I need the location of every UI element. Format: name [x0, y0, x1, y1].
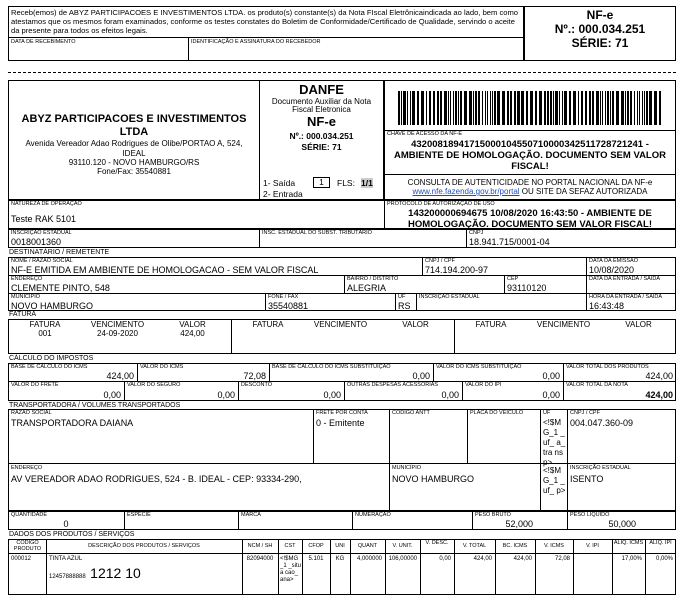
tax-value: 0,00 [103, 390, 121, 400]
divider [124, 511, 125, 530]
consult-text: CONSULTA DE AUTENTICIDADE NO PORTAL NACIONAL DA NF-e [407, 178, 653, 187]
barcode-bar [521, 91, 524, 125]
issuer-city: 93110.120 - NOVO HAMBURGO/RS [68, 158, 200, 167]
barcode-bar [517, 91, 520, 125]
barcode-bar [421, 91, 424, 125]
products-header: ALIQ. IPI [649, 540, 672, 546]
product-desc-small: 12457888888 [49, 574, 86, 580]
ie-value: 0018001360 [11, 237, 62, 247]
tax-label: BASE DE CÁLCULO DO ICMS SUBSTITUIÇÃO [272, 364, 391, 370]
divider [422, 257, 423, 275]
barcode-bar [490, 91, 491, 125]
recipient-phone-label: FONE / FAX [268, 294, 299, 300]
barcode-bar [444, 91, 447, 125]
carrier-cnpj: 004.047.360-09 [570, 418, 634, 428]
barcode-bar [417, 91, 419, 125]
ie-label: INSCRIÇÃO ESTADUAL [11, 230, 72, 236]
barcode-bar [649, 91, 652, 125]
divider [420, 539, 421, 595]
barcode-bar [469, 91, 472, 125]
carrier-address: AV VEREADOR ADAO RODRIGUES, 524 - B. IDEAL - CEP: 93334-290, [11, 474, 302, 484]
barcode-bar [450, 91, 451, 125]
barcode-bar [507, 91, 509, 125]
product-desc: TINTA AZUL [49, 556, 83, 562]
tax-value: 424,00 [645, 371, 673, 381]
barcode-bar [497, 91, 500, 125]
divider [8, 37, 524, 38]
products-header: CFOP [308, 543, 324, 549]
net-weight-label: PESO LÍQUIDO [570, 512, 610, 518]
protocol-label: PROTOCOLO DE AUTORIZAÇÃO DE USO [387, 201, 495, 207]
barcode-bar [437, 91, 439, 125]
carrier-uf-value: <!$M G_1 _uf_ a_tra nsp> [543, 418, 566, 467]
barcode-bar [602, 91, 603, 125]
barcode-bar [464, 91, 467, 125]
products-header: NCM / SH [247, 543, 273, 549]
recipient-cnpj: 714.194.200-97 [425, 265, 489, 275]
products-header: V. DESC. [425, 540, 449, 546]
barcode-bar [612, 91, 614, 125]
numbering-label: NUMERAÇÃO [355, 512, 391, 518]
divider [586, 257, 587, 311]
recipient-cnpj-label: CNPJ / CPF [425, 258, 455, 264]
barcode-bar [630, 91, 632, 125]
brand-label: MARCA [241, 512, 261, 518]
tax-label: DESCONTO [241, 382, 273, 388]
ie-sub-label: INSC. ESTADUAL DO SUBST. TRIBUTÁRIO [262, 230, 372, 236]
barcode-bar [553, 91, 554, 125]
barcode [398, 91, 663, 125]
recipient-uf: RS [398, 301, 411, 311]
freight-value: 0 - Emitente [316, 418, 365, 428]
homolog-warning: AMBIENTE DE HOMOLOGAÇÃO. DOCUMENTO SEM VALOR FISCAL! [394, 150, 666, 172]
access-key-label: CHAVE DE ACESSO DA NF-E [387, 131, 463, 137]
invoice-col-venc: VENCIMENTO [90, 320, 145, 329]
danfe-nfe: NF-e [307, 114, 336, 129]
danfe-title: DANFE [299, 82, 344, 97]
divider [188, 37, 189, 61]
cnpj-label: CNPJ [469, 230, 484, 236]
cut-line [8, 72, 676, 73]
divider [389, 409, 390, 511]
receipt-nfe-title: NF-e [586, 8, 614, 22]
barcode-bar [401, 91, 402, 125]
divider [269, 363, 270, 381]
divider [462, 381, 463, 401]
divider [352, 511, 353, 530]
barcode-bar [573, 91, 576, 125]
barcode-bar [539, 91, 542, 125]
plate-label: PLACA DO VEÍCULO [470, 410, 524, 416]
taxes-section-title: CÁLCULO DO IMPOSTOS [9, 355, 94, 362]
tax-value: 424,00 [106, 371, 134, 381]
barcode-bar [589, 91, 591, 125]
products-header: QUANT [357, 543, 378, 549]
divider [645, 539, 646, 595]
tax-label: VALOR DO FRETE [11, 382, 59, 388]
barcode-bar [607, 91, 609, 125]
carrier-name: TRANSPORTADORA DAIANA [11, 418, 134, 428]
hour-value: 16:43:48 [589, 301, 625, 311]
product-aliq-ipi: 0,00% [655, 556, 673, 562]
invoice-fatura: 001 [38, 329, 52, 338]
barcode-bar [429, 91, 431, 125]
carrier-name-label: RAZÃO SOCIAL [11, 410, 52, 416]
divider [231, 319, 232, 354]
recipient-cep: 93110120 [507, 283, 547, 293]
barcode-bar [475, 91, 477, 125]
products-header: V. IPI [586, 543, 599, 549]
product-desc-big: 1212 10 [90, 565, 141, 581]
tax-value: 0,00 [441, 390, 459, 400]
barcode-bar [659, 91, 661, 125]
divider [454, 319, 455, 354]
barcode-bar [564, 91, 567, 125]
invoice-col-venc: VENCIMENTO [536, 320, 591, 329]
carrier-cnpj-label: CNPJ / CPF [570, 410, 600, 416]
recipient-city: NOVO HAMBURGO [11, 301, 94, 311]
barcode-bar [621, 91, 624, 125]
barcode-bar [448, 91, 449, 125]
barcode-bar [637, 91, 638, 125]
gross-weight: 52,000 [505, 519, 533, 529]
product-aliq-icms: 17,00% [621, 556, 642, 562]
danfe-type-box: 1 [313, 177, 330, 188]
barcode-bar [585, 91, 587, 125]
recipient-section-title: DESTINATÁRIO / REMETENTE [9, 249, 110, 256]
product-quant: 4,000000 [356, 556, 382, 562]
divider [395, 293, 396, 311]
barcode-bar [639, 91, 640, 125]
barcode-bar [502, 91, 505, 125]
barcode-bar [596, 91, 599, 125]
products-header: CST [284, 543, 296, 549]
product-uni: KG [335, 556, 345, 562]
divider [137, 363, 138, 381]
divider [416, 293, 417, 311]
issuer-name-2: LTDA [119, 126, 149, 138]
tax-value: 0,00 [217, 390, 235, 400]
products-header: V. TOTAL [462, 543, 487, 549]
nature-label: NATUREZA DE OPERAÇÃO [11, 201, 82, 207]
danfe-saida: 1- Saída [263, 178, 296, 188]
barcode-bar [642, 91, 643, 125]
products-header: V. UNIT. [392, 543, 413, 549]
issuer-name: ABYZ PARTICIPACOES E INVESTIMENTOS [21, 113, 247, 125]
receipt-date-label: DATA DE RECEBIMENTO [11, 39, 76, 45]
danfe-fls-label: FLS: [337, 178, 355, 188]
divider [567, 511, 568, 530]
protocol-value-2: HOMOLOGAÇÃO. DOCUMENTO SEM VALOR FISCAL! [407, 219, 652, 230]
barcode-bar [487, 91, 488, 125]
gross-weight-label: PESO BRUTO [475, 512, 511, 518]
carrier-section-title: TRANSPORTADORA / VOLUMES TRANSPORTADOS [9, 402, 181, 409]
danfe-subtitle-2: Fiscal Eletronica [292, 105, 351, 114]
tax-label: VALOR DO ICMS [140, 364, 184, 370]
tax-label: VALOR DO SEGURO [127, 382, 181, 388]
barcode-bar [453, 91, 454, 125]
barcode-bar [550, 91, 552, 125]
danfe-subtitle: Documento Auxiliar da Nota [271, 97, 372, 106]
recipient-cep-label: CEP [507, 276, 519, 282]
barcode-bar [616, 91, 619, 125]
divider [344, 381, 345, 401]
issuer-address-2: IDEAL [122, 149, 146, 158]
barcode-bar [578, 91, 579, 125]
tax-label: VALOR TOTAL DOS PRODUTOS [566, 364, 649, 370]
barcode-bar [530, 91, 533, 125]
product-vtotal: 424,00 [473, 556, 492, 562]
danfe-series: SÉRIE: 71 [301, 142, 342, 152]
divider [313, 409, 314, 463]
divider [8, 275, 676, 276]
divider [540, 409, 541, 511]
tax-value: 0,00 [542, 371, 560, 381]
product-vicms: 72,08 [554, 556, 570, 562]
divider [612, 539, 613, 595]
divider [472, 511, 473, 530]
invoice-col-fatura: FATURA [252, 320, 284, 329]
emission-date: 10/08/2020 [589, 265, 635, 275]
invoice-col-fatura: FATURA [475, 320, 507, 329]
barcode-bar [494, 91, 496, 125]
protocol-value: 143200000694675 10/08/2020 16:43:50 - AMBIENTE DE [408, 208, 652, 219]
product-bcicms: 424,00 [513, 556, 532, 562]
invoice-col-valor: VALOR [179, 320, 206, 329]
invoice-col-fatura: FATURA [29, 320, 61, 329]
divider [8, 463, 676, 464]
recipient-ie-label: INSCRIÇÃO ESTADUAL [419, 294, 480, 300]
emission-date-label: DATA DA EMISSÃO [589, 258, 639, 264]
product-vunit: 106,00000 [388, 556, 417, 562]
products-header: DESCRIÇÃO DOS PRODUTOS / SERVIÇOS [88, 543, 200, 549]
barcode-bar [407, 91, 408, 125]
invoice-col-valor: VALOR [402, 320, 429, 329]
divider [8, 293, 676, 294]
receipt-sign-label: IDENTIFICAÇÃO E ASSINATURA DO RECEBEDOR [191, 39, 321, 45]
barcode-bar [562, 91, 563, 125]
invoice-vencimento: 24-09-2020 [97, 329, 138, 338]
divider [467, 409, 468, 463]
species-label: ESPÉCIE [127, 512, 151, 518]
products-header: CÓDIGO PRODUTO [13, 540, 42, 552]
barcode-bar [559, 91, 560, 125]
barcode-bar [547, 91, 549, 125]
barcode-bar [535, 91, 537, 125]
barcode-bar [600, 91, 601, 125]
access-key: 43200818941715000104550710000342511728721241 - [411, 139, 649, 150]
recipient-address-label: ENDEREÇO [11, 276, 43, 282]
divider [265, 293, 266, 311]
barcode-bar [654, 91, 657, 125]
barcode-bar [592, 91, 594, 125]
receipt-nfe-number: Nº.: 000.034.251 [554, 22, 646, 36]
invoice-total: 424,00 [645, 390, 673, 400]
product-code: 000012 [11, 556, 32, 562]
barcode-bar [526, 91, 528, 125]
product-cfop: 5.101 [308, 556, 324, 562]
products-header: UNI [335, 543, 345, 549]
carrier-city: NOVO HAMBURGO [392, 474, 475, 484]
divider [8, 553, 676, 554]
barcode-bar [458, 91, 459, 125]
receipt-text: Receb(emos) de ABYZ PARTICIPACOES E INVESTIMENTOS LTDA. os produto(s) constante(s) da Nota FIscal Eletrônicaindicada ao lado, bem como atestamos que os mesmos foram examinados, conforme os testes constates do Boletim de Conformidade/Certificado de Qualidade, servindo o aceite da presente para todos os efeitos legais. [11, 8, 519, 35]
danfe-entrada: 2- Entrada [263, 189, 303, 199]
tax-value: 0,00 [323, 390, 341, 400]
invoice-valor: 424,00 [180, 329, 205, 338]
carrier-city-label: MUNICÍPIO [392, 465, 422, 471]
barcode-bar [544, 91, 546, 125]
barcode-bar [473, 91, 474, 125]
tax-value: 0,00 [412, 371, 430, 381]
barcode-bar [482, 91, 483, 125]
divider [567, 409, 568, 511]
recipient-phone: 35540881 [268, 301, 309, 311]
tax-label: VALOR TOTAL DA NOTA [566, 382, 628, 388]
danfe-number: Nº.: 000.034.251 [289, 131, 354, 141]
barcode-bar [485, 91, 486, 125]
barcode-bar [610, 91, 611, 125]
tax-label: VALOR DO IPI [465, 382, 502, 388]
tax-label: VALOR DO ICMS SUBSTITUIÇÃO [436, 364, 522, 370]
recipient-name: NF-E EMITIDA EM AMBIENTE DE HOMOLOGACAO - SEM VALOR FISCAL [11, 265, 319, 275]
product-desc-2 [49, 565, 141, 583]
product-ncm: 82094000 [246, 556, 274, 562]
products-header: BC. ICMS [502, 543, 528, 549]
barcode-bar [433, 91, 435, 125]
nature-value: Teste RAK 5101 [11, 214, 77, 224]
products-header: V. ICMS [544, 543, 564, 549]
carrier-ie: ISENTO [570, 474, 604, 484]
barcode-bar [569, 91, 571, 125]
issuer-address: Avenida Vereador Adao Rodrigues de Olibe/PORTAO A, 524, [25, 139, 243, 148]
carrier-address-label: ENDEREÇO [11, 465, 43, 471]
barcode-bar [646, 91, 648, 125]
barcode-bar [492, 91, 493, 125]
invoice-section-title: FATURA [9, 311, 37, 318]
consult-suffix: OU SITE DA SEFAZ AUTORIZADA [519, 187, 648, 196]
divider [238, 511, 239, 530]
recipient-city-label: MUNICÍPIO [11, 294, 41, 300]
portal-link[interactable]: www.nfe.fazenda.gov.br/portal [412, 187, 520, 196]
antt-label: CÓDIGO ANTT [392, 410, 430, 416]
products-header: ALIQ. ICMS [613, 540, 644, 546]
product-cst: <!$MG_1 _situa cao_ ana> [280, 556, 302, 583]
receipt-nfe-series: SÉRIE: 71 [571, 36, 629, 50]
carrier-ie-label: INSCRIÇÃO ESTADUAL [570, 465, 631, 471]
barcode-bar [403, 91, 406, 125]
recipient-uf-label: UF [398, 294, 406, 300]
barcode-bar [555, 91, 558, 125]
qty-label: QUANTIDADE [11, 512, 48, 518]
divider [433, 363, 434, 381]
barcode-bar [478, 91, 480, 125]
tax-value: 0,00 [542, 390, 560, 400]
barcode-bar [426, 91, 427, 125]
barcode-bar [605, 91, 606, 125]
carrier-uf-label: UF [543, 410, 551, 416]
issuer-phone: Fone/Fax: 35540881 [97, 167, 171, 176]
barcode-bar [644, 91, 645, 125]
freight-label: FRETE POR CONTA [316, 410, 368, 416]
barcode-bar [460, 91, 462, 125]
tax-label: BASE DE CÁLCULO DO ICMS [11, 364, 88, 370]
carrier-uf2-value: <!$M G_1 _uf_ p> [543, 466, 566, 495]
divider [124, 381, 125, 401]
barcode-bar [625, 91, 626, 125]
barcode-bar [412, 91, 415, 125]
barcode-bar [581, 91, 583, 125]
barcode-bar [455, 91, 457, 125]
barcode-bar [510, 91, 512, 125]
hour-label: HORA DA ENTRADA / SAÍDA [589, 294, 663, 300]
net-weight: 50,000 [608, 519, 636, 529]
barcode-bar [634, 91, 635, 125]
product-vdesc: 0,00 [439, 556, 451, 562]
qty-value: 0 [63, 519, 69, 529]
recipient-district-label: BAIRRO / DISTRITO [347, 276, 399, 282]
barcode-bar [410, 91, 411, 125]
barcode-bar [440, 91, 442, 125]
tax-value: 72,08 [243, 371, 266, 381]
invoice-col-valor: VALOR [625, 320, 652, 329]
danfe-fls-value: 1/1 [361, 178, 373, 188]
divider [504, 275, 505, 293]
divider [344, 275, 345, 293]
consult-line [384, 187, 676, 196]
barcode-bar [398, 91, 400, 125]
entry-date-label: DATA DA ENTRADA / SAÍDA [589, 276, 661, 282]
recipient-name-label: NOME / RAZÃO SOCIAL [11, 258, 73, 264]
divider [238, 381, 239, 401]
barcode-bar [627, 91, 629, 125]
products-section-title: DADOS DOS PRODUTOS / SERVIÇOS [9, 531, 135, 538]
cnpj-value: 18.941.715/0001-04 [469, 237, 550, 247]
invoice-col-venc: VENCIMENTO [313, 320, 368, 329]
divider [563, 363, 564, 401]
tax-label: OUTRAS DESPESAS ACESSÓRIAS [347, 382, 439, 388]
divider [384, 174, 676, 175]
recipient-address: CLEMENTE PINTO, 548 [11, 283, 110, 293]
barcode-bar [514, 91, 516, 125]
recipient-district: ALEGRIA [347, 283, 387, 293]
